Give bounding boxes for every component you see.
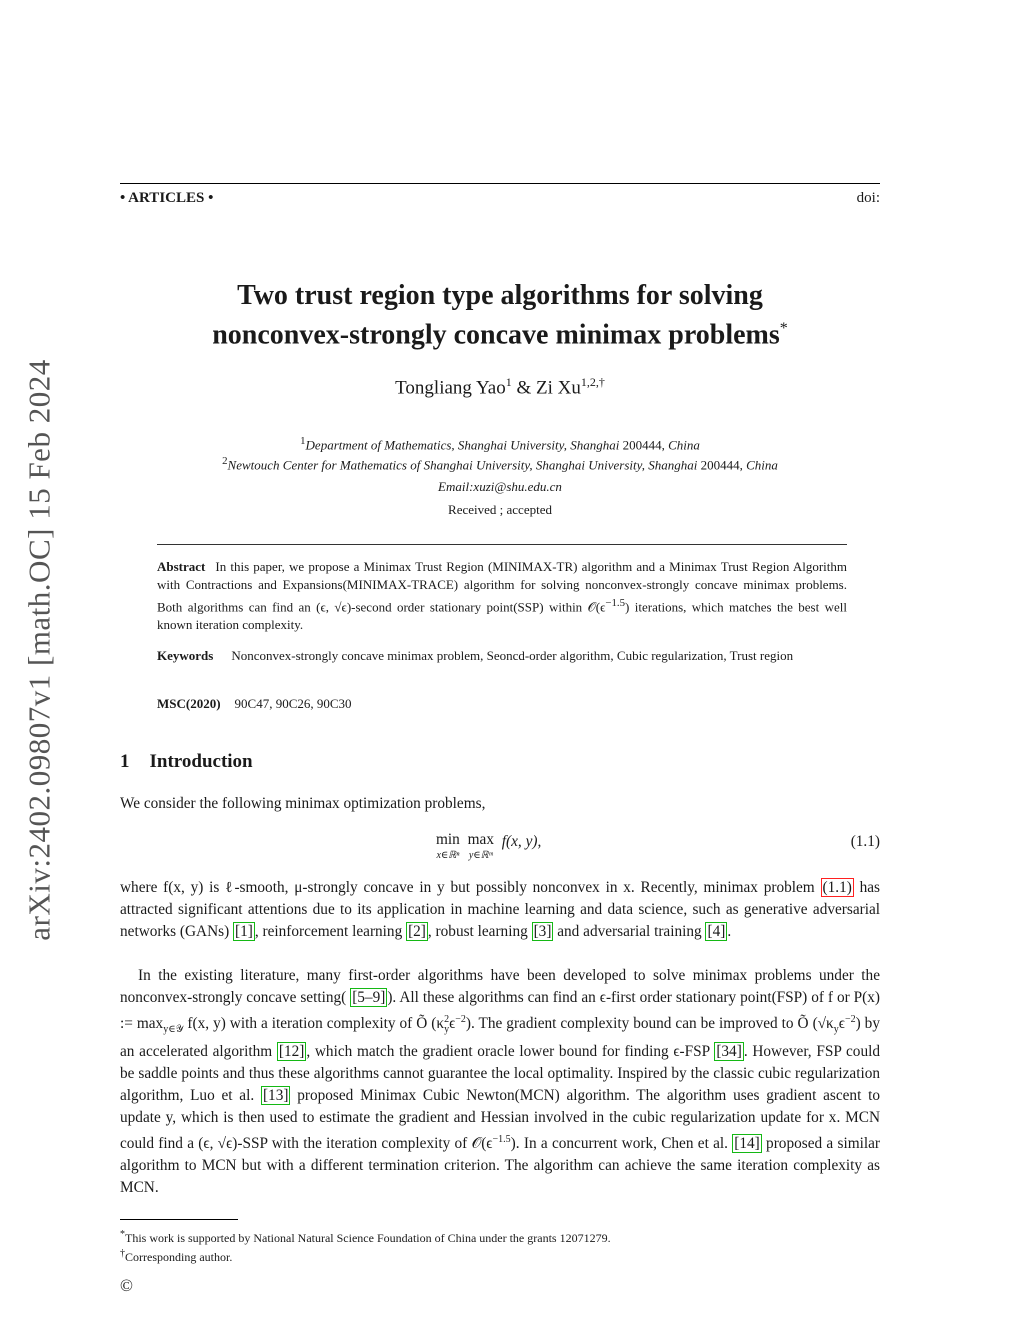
abstract-rule: [157, 544, 847, 545]
citation-link[interactable]: [3]: [533, 923, 552, 940]
paragraph-1: We consider the following minimax optimization problems,: [120, 795, 486, 812]
abstract: Abstract In this paper, we propose a Minimax Trust Region (MINIMAX-TR) algorithm and a Minimax Trust Region Algorithm with Contractions and Expansions(MINIMAX-TRACE) algorithm for solving nonconvex-strongly concave minimax problems. Both algorithms can find an (ϵ, √ϵ)-second order stationary point(SSP) within $𝒪(\epsilon^{-1.5})$ iterations, which matches the best well known iteration complexity.: [157, 559, 847, 633]
author-name: Zi Xu: [536, 377, 581, 399]
citation-link[interactable]: [14]: [734, 1135, 760, 1153]
affiliation-1: $^1$Department of Mathematics, Shanghai University, Shanghai 200444, China: [300, 435, 700, 453]
footnote-rule: [120, 1219, 238, 1220]
header-rule: [120, 183, 880, 184]
author-list: Tongliang Yao$^1$ & Zi $Xu^{1,2,\dagger}$: [395, 375, 605, 399]
email: Email:xuzi@shu.edu.cn: [438, 478, 562, 494]
citation-link[interactable]: [1]: [235, 923, 253, 940]
citation-link[interactable]: [2]: [408, 923, 426, 940]
articles-label: • ARTICLES •: [120, 190, 214, 206]
section-heading: 1 Introduction: [120, 751, 253, 772]
citation-link[interactable]: [4]: [707, 923, 726, 940]
title-footnote-mark: *: [779, 320, 788, 337]
received-accepted: Received ; accepted: [448, 502, 552, 517]
footnote-funding: *This work is supported by National Natural Science Foundation of China under the grants 12071279.: [120, 1229, 611, 1245]
arxiv-side-identifier: arXiv:2402.09807v1 [math.OC] 15 Feb 2024: [22, 359, 58, 941]
author-name: Tongliang Yao: [395, 377, 506, 399]
paragraph-2: where f(x, y) is ℓ-smooth, μ-strongly concave in y but possibly nonconvex in x. Recently, minimax problem (1.1) has attracted significant attentions due to its application in machine learning and data science, such as generative adversarial networks (GANs) [1] , reinforcement learning [2] , robust learning [3] and adversarial training [4] .: [120, 879, 881, 940]
citation-link[interactable]: [34]: [716, 1043, 742, 1061]
running-header: [120, 190, 880, 207]
keywords-label: Keywords: [157, 648, 214, 663]
footnote-corresponding: †Corresponding author.: [120, 1248, 233, 1264]
equation-number: (1.1): [850, 833, 880, 850]
equation-1-1: min x∈ℝⁿ max y∈ℝᵐ f(x, y), (1.1): [436, 831, 880, 861]
abstract-label: Abstract: [157, 559, 206, 574]
citation-link[interactable]: [5–9]: [352, 989, 386, 1006]
copyright-symbol: ©: [120, 1276, 133, 1295]
paragraph-3: In the existing literature, many first-order algorithms have been developed to solve minimax problems under the nonconvex-strongly concave setting( [5–9] ). All these algorithms can find an ϵ-first order stationary point(FSP) of f or P(x) := $\max_{y\in 𝒴} f(x$, y) with a iteration complexity of Õ $(\kappa^2_y\epsilon^{-2})$. The gradient complexity bound can be improved to Õ $(√\kappa_y\epsilon^{-2})$ by an accelerated algorithm [12] , which match the gradient oracle lower bound for finding ϵ-FSP [34] . However, FSP could be saddle points and thus these algorithms cannot guarantee the local optimality. Inspired by the classic cubic regularization algorithm, Luo et al. [13] proposed Minimax Cubic Newton(MCN) algorithm. The algorithm uses gradient ascent to update y, which is then used to estimate the gradient and Hessian involved in the cubic regularization update for x. MCN could find a (ϵ, √ϵ)-SSP with the iteration complexity of $𝒪(\epsilon^{-1.5})$. In a concurrent work, Chen et al. [14] proposed a similar algorithm to MCN but with a different termination criterion. The algorithm can achieve the same iteration complexity as MCN.: [120, 967, 880, 1197]
citation-link[interactable]: [12]: [278, 1043, 305, 1061]
footnotes: [120, 1227, 880, 1265]
citation-link[interactable]: [13]: [262, 1087, 289, 1105]
affiliations: [120, 433, 880, 495]
affiliation-2: $^2$Newtouch Center for Mathematics of Shanghai University, Shanghai University, Shanghai 200444, China: [222, 455, 778, 473]
doi-label: doi:: [856, 190, 880, 206]
keywords: Keywords Nonconvex-strongly concave minimax problem, Seoncd-order algorithm, Cubic regularization, Trust region: [157, 648, 794, 663]
equation-ref-link[interactable]: (1.1): [822, 879, 852, 896]
paper-title: Two trust region type algorithms for solving nonconvex-strongly concave minimax problems*: [212, 280, 788, 351]
msc-codes: MSC(2020) 90C47, 90C26, 90C30: [157, 696, 352, 711]
msc-label: MSC(2020): [157, 696, 221, 711]
